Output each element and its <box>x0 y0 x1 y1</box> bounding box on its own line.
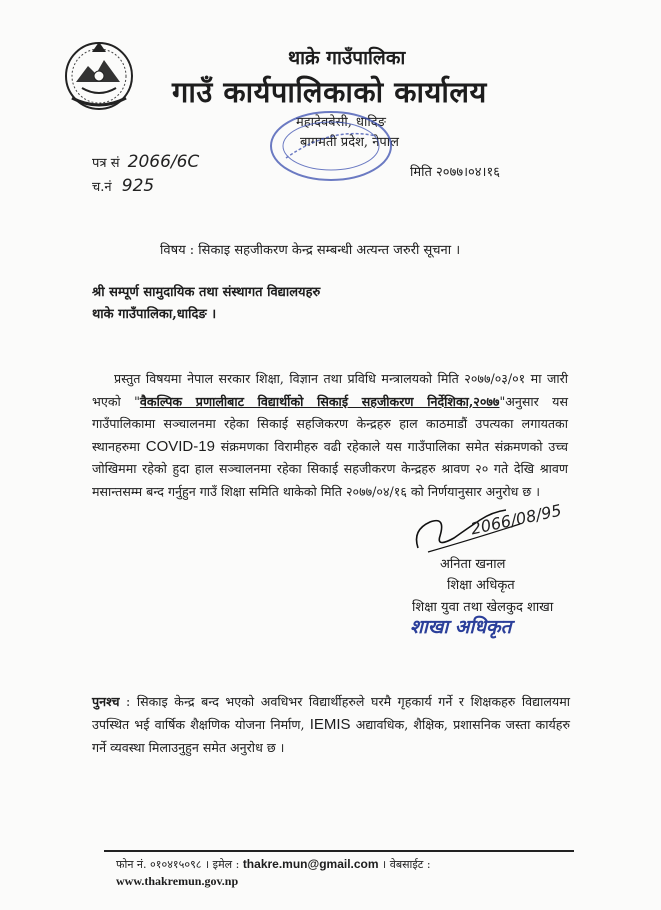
letter-body <box>92 368 568 503</box>
letter-date: मिति २०७७।०४।१६ <box>410 165 500 180</box>
iemis-term: IEMIS <box>309 716 351 733</box>
dispatch-number <box>92 176 154 196</box>
postscript-label: पुनश्च <box>92 694 120 709</box>
officer-stamp: शाखा अधिकृत <box>410 616 512 638</box>
body-text-1: प्रस्तुत विषयमा नेपाल सरकार शिक्षा, विज्ञान तथा प्रविधि मन्त्रालयको मिति २०७७/०३/०१ मा जारी भएको " <box>92 371 568 409</box>
signatory-name: अनिता खनाल <box>440 557 506 572</box>
reference-number <box>92 152 199 172</box>
municipality-name: थाक्रे गाउँपालिका <box>288 47 406 69</box>
footer-phone: फोन नं. ०१०४१५०९८ । इमेल : <box>116 858 243 871</box>
office-name: गाउँ कार्यपालिकाको कार्यालय <box>172 75 487 109</box>
nepal-emblem-icon <box>62 38 136 112</box>
signatory-title: शिक्षा अधिकृत <box>447 578 515 593</box>
chalani-label: च.नं <box>92 180 112 195</box>
footer-contact <box>116 857 431 872</box>
body-text-2: "अनुसार यस गाउँपालिकामा सञ्चालनमा रहेका सिकाई सहजिकरण केन्द्रहरु हाल काठमाडौं उपत्यका लगायतका स्थानहरुमा <box>92 393 569 454</box>
addressee-line-2: थाके गाउँपालिका,धादिङ । <box>92 307 217 322</box>
office-stamp-icon <box>266 106 396 184</box>
signatory-section: शिक्षा युवा तथा खेलकुद शाखा <box>412 600 554 615</box>
postscript-text-1: : सिकाइ केन्द्र बन्द भएको अवधिभर विद्यार्थीहरुले घरमै गृहकार्य गर्ने र शिक्षकहरु विद्यालयमा उपस्थित भई वार्षिक शैक्षणिक योजना निर्माण, <box>92 694 570 732</box>
footer-email[interactable]: thakre.mun@gmail.com <box>242 857 379 871</box>
postscript-text-2: अद्यावधिक, शैक्षिक, प्रशासनिक जस्ता कार्यहरु गर्ने व्यवस्था मिलाउनुहुन समेत अनुरोध छ । <box>92 717 570 755</box>
footer-website[interactable]: www.thakremun.gov.np <box>116 874 239 888</box>
patra-value: 2066/6C <box>127 152 200 172</box>
covid-term: COVID-19 <box>145 437 215 455</box>
addressee-line-1: श्री सम्पूर्ण सामुदायिक तथा संस्थागत विद्यालयहरु <box>92 285 321 300</box>
province-line: बागमती प्रदेश, नेपाल <box>300 135 399 150</box>
footer-divider <box>104 850 574 852</box>
postscript <box>92 690 570 759</box>
body-text-3: संक्रमणका विरामीहरु वढी रहेकाले यस गाउँपालिका समेत संक्रमणको उच्च जोखिममा रहेको हुदा हाल सञ्चालनमा रहेका सिकाई सहजीकरण केन्द्रहरु श्रावण २० गते देखि श्रावण मसान्तसम्म बन्द गर्नुहुन गाउँ शिक्षा समिति थाकेको मिति २०७७/०४/१६ को निर्णयानुसार अनुरोध छ । <box>92 438 568 499</box>
letter-subject: विषय : सिकाइ सहजीकरण केन्द्र सम्बन्धी अत्यन्त जरुरी सूचना । <box>160 243 461 258</box>
chalani-value: 925 <box>121 176 155 196</box>
directive-title: वैकल्पिक प्रणालीबाट विद्यार्थीको सिकाई सहजीकरण निर्देशिका,२०७७ <box>139 393 500 409</box>
office-address-line: महादेवबेसी, धादिङ <box>296 115 386 130</box>
patra-label: पत्र सं <box>92 156 120 171</box>
footer-website-label: । वेबसाईट : <box>378 858 431 871</box>
signature-date: 2066/08/95 <box>469 500 564 539</box>
